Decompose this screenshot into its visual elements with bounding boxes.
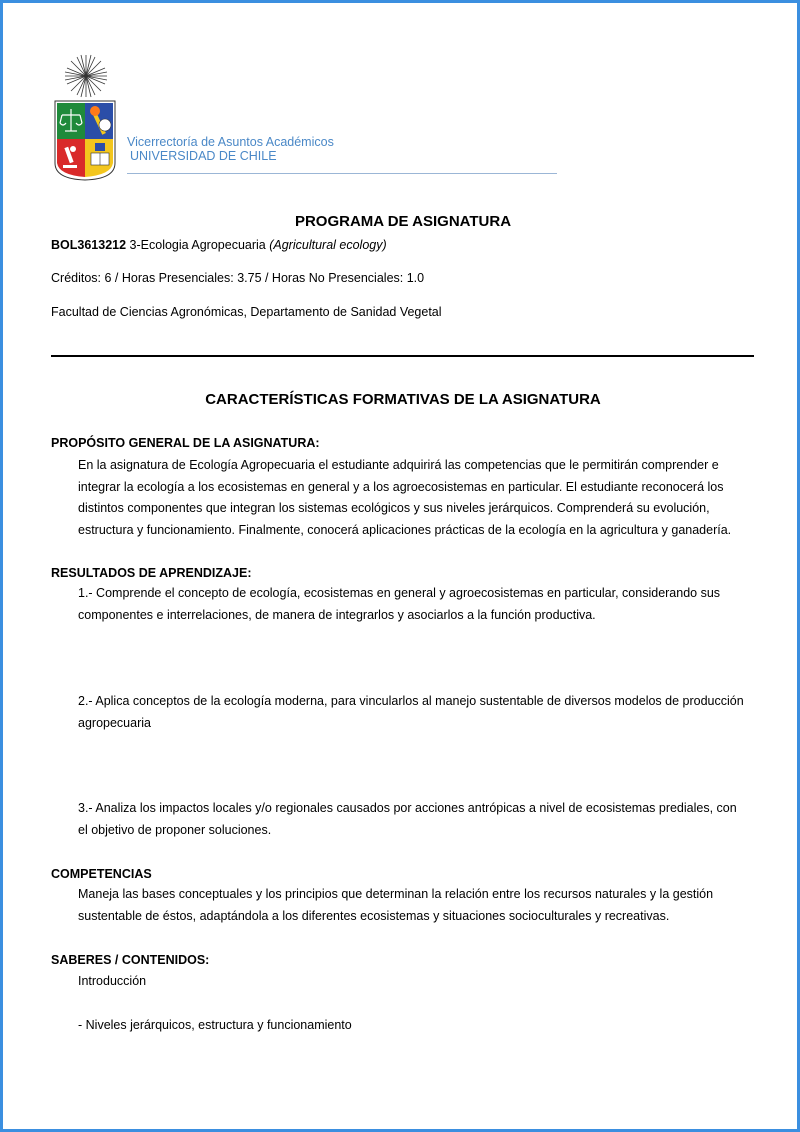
- course-line: [51, 238, 387, 252]
- vicerrectoria-label: Vicerrectoría de Asuntos Académicos: [127, 135, 334, 149]
- results-heading: RESULTADOS DE APRENDIZAJE:: [51, 566, 252, 580]
- course-code: BOL3613212: [51, 238, 127, 252]
- result-item-2: 2.- Aplica conceptos de la ecología moderna, para vincularlos al manejo sustentable de diversos modelos de producción agropecuaria: [78, 694, 744, 730]
- coat-of-arms-icon: [53, 53, 119, 181]
- institution-header: [127, 135, 334, 163]
- competencias-text: Maneja las bases conceptuales y los principios que determinan la relación entre los recursos naturales y la gestión sustentable de éstos, adaptándola a los diferentes ecosistemas y situaciones socioculturales y recreativas.: [78, 887, 714, 923]
- program-title: PROGRAMA DE ASIGNATURA: [294, 213, 512, 230]
- result-item-1: 1.- Comprende el concepto de ecología, ecosistemas en general y agroecosistemas en particular, considerando sus componentes e interrelaciones, de manera de integrarlos y asociarlos a la función productiva.: [78, 586, 721, 622]
- course-name-english: (Agricultural ecology): [269, 238, 387, 252]
- credits-line: Créditos: 6 / Horas Presenciales: 3.75 / Horas No Presenciales: 1.0: [51, 271, 425, 285]
- section-divider: [51, 355, 754, 357]
- saberes-intro: Introducción: [78, 974, 147, 988]
- result-item-3: 3.- Analiza los impactos locales y/o regionales causados por acciones antrópicas a nivel de ecosistemas prediales, con el objetivo de proponer soluciones.: [78, 801, 737, 837]
- competencias-heading: COMPETENCIAS: [51, 867, 152, 881]
- header-divider: [127, 173, 557, 174]
- faculty-line: Facultad de Ciencias Agronómicas, Departamento de Sanidad Vegetal: [51, 305, 442, 319]
- purpose-text: En la asignatura de Ecología Agropecuaria el estudiante adquirirá las competencias que le permitirán comprender e integrar la ecología a los ecosistemas en general y a los agroecosistemas en particular. El estudiante reconocerá los distintos componentes que integran los sistemas ecológicos y sus niveles jerárquicos. Comprenderá su evolución, estructura y funcionamiento. Finalmente, conocerá aplicaciones prácticas de la ecología en la agricultura y ganadería.: [78, 458, 732, 537]
- purpose-heading: PROPÓSITO GENERAL DE LA ASIGNATURA:: [51, 436, 320, 450]
- saberes-item: - Niveles jerárquicos, estructura y funcionamiento: [78, 1018, 352, 1032]
- saberes-heading: SABERES / CONTENIDOS:: [51, 953, 210, 967]
- course-name: 3-Ecologia Agropecuaria: [129, 238, 266, 252]
- university-logo: [53, 53, 119, 181]
- universidad-label: UNIVERSIDAD DE CHILE: [130, 149, 277, 163]
- characteristics-title: CARACTERÍSTICAS FORMATIVAS DE LA ASIGNATURA: [205, 391, 601, 408]
